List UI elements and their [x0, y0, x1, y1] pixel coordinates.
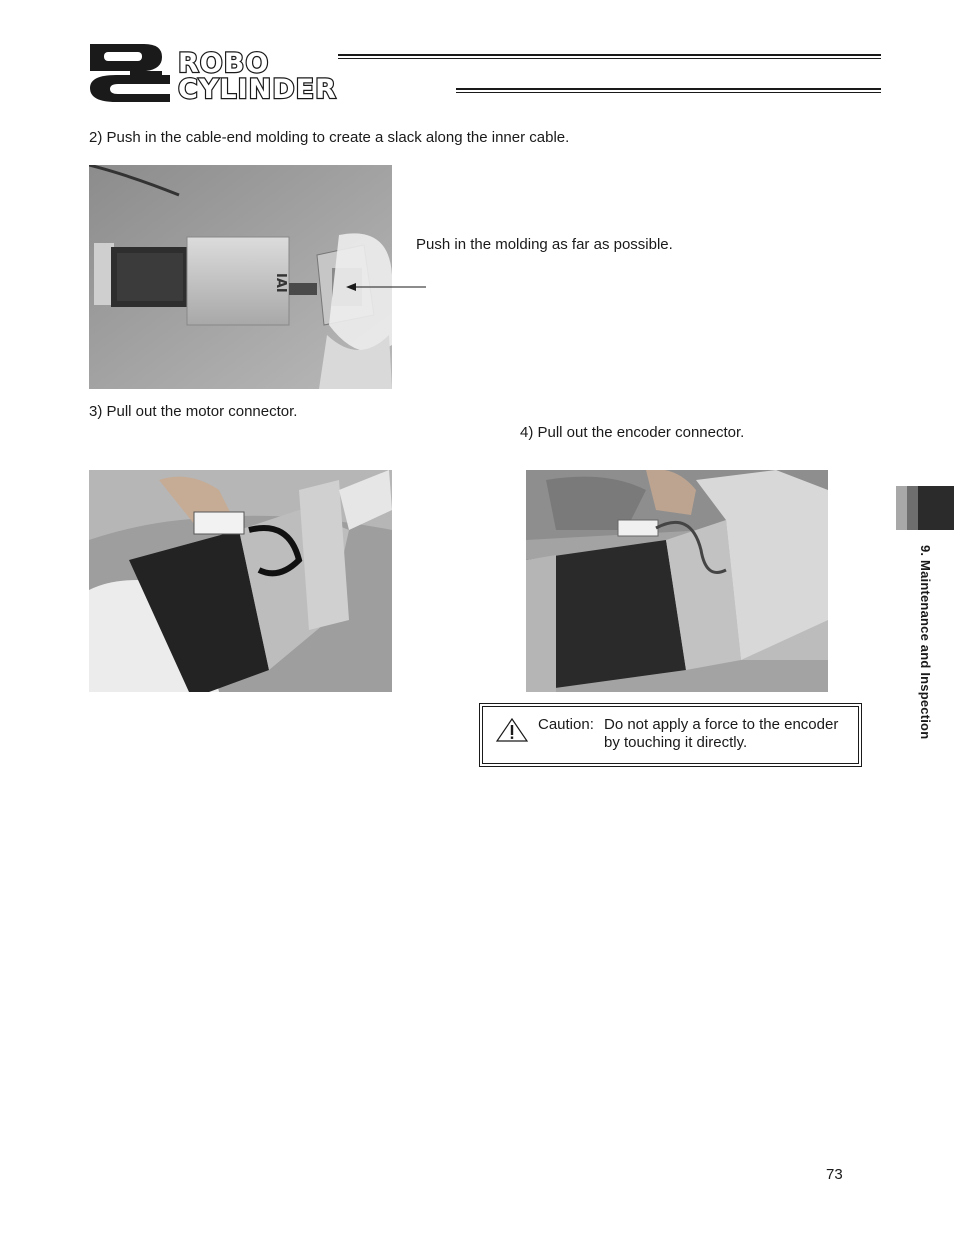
robo-cylinder-logo: [86, 42, 886, 104]
logo-text-robo: ROBO: [178, 48, 270, 79]
caution-label: Caution:: [538, 716, 594, 733]
rc-logo-mark: [86, 42, 172, 104]
callout-arrow: [344, 280, 428, 294]
step-4-text: 4) Pull out the encoder connector.: [520, 424, 745, 441]
logo-text-cylinder: CYLINDER: [178, 74, 337, 105]
page-number: 73: [826, 1166, 843, 1183]
caution-text: Do not apply a force to the encoder by touching it directly.: [604, 716, 839, 751]
header-rule-bottom: [456, 88, 881, 93]
caution-box: [479, 703, 862, 767]
svg-text:IAI: IAI: [273, 273, 288, 293]
step-3-text: 3) Pull out the motor connector.: [89, 403, 298, 420]
step-2-text: 2) Push in the cable-end molding to create a slack along the inner cable.: [89, 129, 570, 146]
photo1-callout-text: Push in the molding as far as possible.: [416, 236, 673, 253]
warning-triangle-icon: [495, 717, 529, 743]
chapter-label: 9. Maintenance and Inspection: [918, 545, 933, 740]
chapter-tab: [896, 486, 954, 530]
photo-push-molding: [89, 165, 392, 389]
header-rule-top: [338, 54, 881, 59]
photo-motor-connector: [89, 470, 392, 692]
photo-encoder-connector: [526, 470, 828, 692]
iai-label: [273, 273, 288, 293]
